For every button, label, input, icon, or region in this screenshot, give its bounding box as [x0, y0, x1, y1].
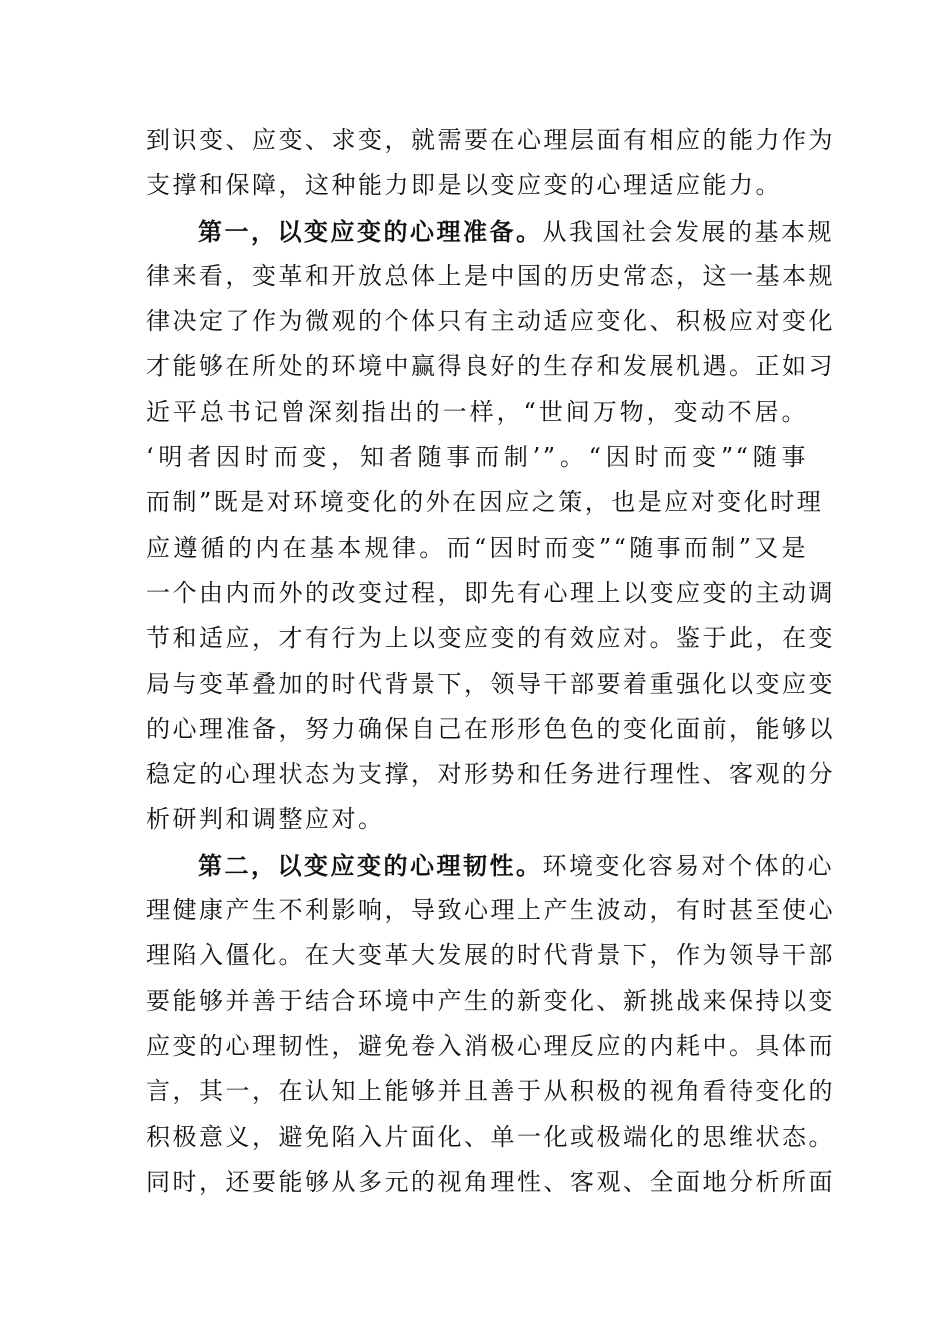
text-run: 环境变化容易对个体的心 [542, 851, 834, 880]
text-line: 理陷入僵化。在大变革大发展的时代背景下，作为领导干部 [146, 941, 835, 970]
text-line: 到识变、应变、求变，就需要在心理层面有相应的能力作为 [146, 126, 835, 154]
text-line: 稳定的心理状态为支撑，对形势和任务进行理性、客观的分 [146, 760, 835, 789]
text-line: 析研判和调整应对。 [146, 805, 385, 834]
text-line: ‘明者因时而变，知者随事而制’”。“因时而变”“随事 [146, 443, 808, 472]
text-line: 节和适应，才有行为上以变应变的有效应对。鉴于此，在变 [146, 624, 835, 653]
text-line: 应变的心理韧性，避免卷入消极心理反应的内耗中。具体而 [146, 1031, 835, 1060]
text-line: 言，其一，在认知上能够并且善于从积极的视角看待变化的 [146, 1077, 835, 1106]
text-line: 律来看，变革和开放总体上是中国的历史常态，这一基本规 [146, 261, 835, 290]
text-line: 积极意义，避免陷入片面化、单一化或极端化的思维状态。 [146, 1122, 835, 1151]
text-run: 从我国社会发展的基本规 [542, 217, 834, 246]
text-line: 局与变革叠加的时代背景下，领导干部要着重强化以变应变 [146, 669, 835, 698]
section-heading-first: 第一，以变应变的心理准备。 [198, 216, 543, 246]
text-line: 应遵循的内在基本规律。而“因时而变”“随事而制”又是 [146, 533, 808, 562]
paragraph-first-line [146, 209, 834, 254]
paragraph-first-line [146, 843, 834, 888]
text-line: 的心理准备，努力确保自己在形形色色的变化面前，能够以 [146, 714, 835, 743]
body-text [146, 118, 835, 1205]
text-line: 而制”既是对环境变化的外在因应之策，也是应对变化时理 [146, 488, 824, 517]
text-line: 律决定了作为微观的个体只有主动适应变化、积极应对变化 [146, 307, 835, 336]
text-line: 同时，还要能够从多元的视角理性、客观、全面地分析所面 [146, 1167, 835, 1196]
text-line: 才能够在所处的环境中赢得良好的生存和发展机遇。正如习 [146, 352, 835, 381]
text-line: 近平总书记曾深刻指出的一样，“世间万物，变动不居。 [146, 397, 808, 426]
section-heading-second: 第二，以变应变的心理韧性。 [198, 850, 543, 880]
text-line: 要能够并善于结合环境中产生的新变化、新挑战来保持以变 [146, 986, 835, 1015]
text-line: 一个由内而外的改变过程，即先有心理上以变应变的主动调 [146, 578, 835, 607]
text-line: 理健康产生不利影响，导致心理上产生波动，有时甚至使心 [146, 896, 835, 925]
text-line: 支撑和保障，这种能力即是以变应变的心理适应能力。 [146, 171, 782, 200]
